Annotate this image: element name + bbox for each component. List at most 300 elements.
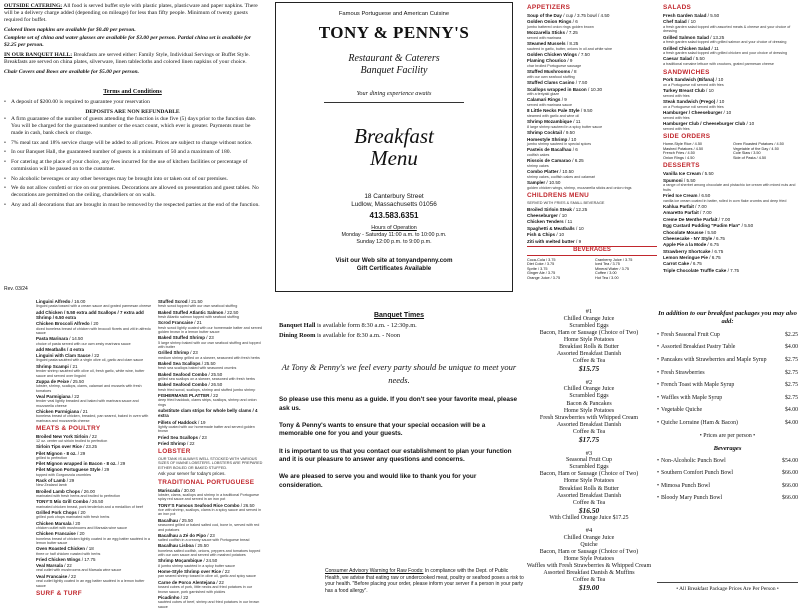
addition-item-price: $2.25 xyxy=(784,331,798,338)
menu-item-description: served with marinara xyxy=(527,35,562,40)
menu-item-name: Chicken Broccoli Alfredo xyxy=(36,321,90,327)
menu-item xyxy=(36,379,154,393)
menu-item-price: / 10 xyxy=(722,110,732,116)
title-line-breakfast: Breakfast xyxy=(354,124,434,148)
beverage-item: Iced Tea / 3.75 xyxy=(595,262,620,267)
menu-item-description: grilled pork chops marinated with fresh herbs xyxy=(36,515,110,520)
additions-heading: In addition to our breakfast packages you may also add: xyxy=(658,310,797,325)
package-price: $16.50 xyxy=(578,505,600,515)
menu-item-description: 12 oz. center cut sirloin broiled to perfection xyxy=(36,439,108,444)
consumer-advisory xyxy=(325,568,525,594)
menu-item-price: / 5.50 xyxy=(682,177,696,183)
menu-item-price: / 7.00 xyxy=(698,210,712,216)
menu-item-price: / 16.00 xyxy=(70,299,86,304)
package-item: Chilled Orange Juice xyxy=(563,534,615,541)
menu-item-price: / 21.50 xyxy=(187,299,203,304)
menu-item-description: served with fries xyxy=(663,93,690,98)
menu-item-name: Triple Chocolate Truffle Cake xyxy=(663,267,727,273)
dining-room-hours: is available for 8:30 a.m. - Noon xyxy=(317,332,401,339)
term-text: In our Banquet Hall, the guaranteed number of guests is a minimum of 50 and a maximum of 180. xyxy=(11,149,231,156)
package-item: Coffee & Tea xyxy=(572,358,606,365)
term-text: We do not allow confetti or rice on our premises. Decorations are allowed on presentation and guest tables. No decorations are permitted on the ceiling, chandeliers or on walls. xyxy=(11,185,259,199)
dining-room-label: Dining Room xyxy=(279,332,316,339)
menu-item-name: Hamburger Club / Cheeseburger Club xyxy=(663,120,746,126)
menu-item xyxy=(36,321,154,335)
menu-item-price: / 9 xyxy=(566,58,573,64)
menu-item xyxy=(158,361,263,371)
addition-item-label: • Quiche Lorraine (Ham & Bacon) xyxy=(657,420,738,426)
punch-bowl-item-label: • Southern Comfort Punch Bowl xyxy=(657,470,733,476)
breakfast-package xyxy=(523,527,655,593)
menu-item-description: a fresh garden salad topped with assorted meats & cheese and your choice of dressing xyxy=(663,24,791,34)
breakfast-package xyxy=(523,379,655,445)
menu-item-name: Sirloin Tips over Rice xyxy=(36,444,82,450)
menu-item-name: Homestyle Shrimp xyxy=(527,136,568,142)
menu-item-description: 8 large shrimp sauteed in a spicy butter sauce xyxy=(527,124,603,129)
menu-item-description: grilled to perfection xyxy=(36,456,68,461)
menu-item xyxy=(158,350,263,360)
outside-catering xyxy=(4,3,261,24)
term-item xyxy=(4,185,261,199)
menu-item xyxy=(36,310,154,321)
menu-item-price: / 26.50 xyxy=(88,499,104,505)
package-item: Assorted Breakfast Danish xyxy=(556,492,622,499)
menu-item xyxy=(663,99,797,109)
term-item xyxy=(4,149,261,156)
package-number: #3 xyxy=(585,449,593,457)
menu-item xyxy=(36,557,154,562)
term-text: Any and all decorations that are brought in must be removed by the respected parties at the end of the function. xyxy=(11,201,260,208)
deposit-note: DEPOSITS ARE NON REFUNDABLE xyxy=(85,108,180,115)
package-number: #1 xyxy=(585,308,593,315)
menu-item-name: Chicken Tenders xyxy=(527,219,564,225)
menu-item xyxy=(527,80,657,86)
menu-item xyxy=(36,563,154,573)
menu-item-name: Picadinho xyxy=(158,594,180,600)
menu-item-price: / 22 xyxy=(209,392,219,398)
menu-item-price: / 10 xyxy=(715,99,725,105)
menu-item xyxy=(158,595,263,609)
gift-certificates-text: Gift Certificates Available xyxy=(356,265,432,273)
menu-item-name: Calamari Rings xyxy=(527,97,561,103)
menu-item-price: / 8 xyxy=(570,69,577,75)
menu-item-price: / 20 xyxy=(71,520,81,526)
menu-item-name: Fried Chicken Wings xyxy=(36,556,81,562)
entree-column-right xyxy=(158,299,263,610)
punch-bowl-item-price: $66.00 xyxy=(782,470,798,477)
menu-item xyxy=(158,393,263,407)
addition-item-label: • Vegetable Quiche xyxy=(657,407,702,413)
package-item: Breakfast Rolls & Butter xyxy=(559,485,619,492)
menu-item-name: Grilled Pork Chops xyxy=(36,509,77,515)
menu-item xyxy=(663,236,797,242)
menu-item-name: Turkey Breast Club xyxy=(663,88,705,94)
package-item: Scrambled Eggs xyxy=(569,322,609,329)
term-item xyxy=(4,116,261,137)
menu-item-price: / 7.25 xyxy=(565,30,578,36)
menu-item-price: / 10 xyxy=(745,120,755,126)
menu-item-name: Sampler xyxy=(527,180,546,186)
term-item xyxy=(4,202,261,209)
menu-item-price: / 10 xyxy=(574,225,584,231)
menu-item xyxy=(36,510,154,520)
side-order-item: Cole Slaw / 3.50 xyxy=(733,151,761,156)
menu-item-name: Hamburger / Cheeseburger xyxy=(663,110,723,116)
menu-item xyxy=(663,210,797,216)
side-order-item: Side of Pasta / 4.50 xyxy=(733,155,767,160)
menu-item-description: served with marinara sauce xyxy=(527,103,573,108)
appetizers-title: APPETIZERS xyxy=(527,4,571,11)
menu-item-description: marinated chicken breast, pork tenderloin and a medallion of beef xyxy=(36,504,144,509)
menu-item xyxy=(36,353,154,363)
menu-item-price: / 9 xyxy=(574,238,582,244)
menu-item-name: Fish & Chips xyxy=(527,232,556,238)
menu-item-name: FISHERMANS PLATTER xyxy=(158,392,210,398)
menu-item-price: / 22 xyxy=(221,569,230,575)
beverage-item: Coca-Cola / 3.75 xyxy=(527,257,556,262)
menu-item-name: Filet Mignon wrapped in Bacon - 8 oz. xyxy=(36,461,117,467)
package-item: Home Style Potatoes xyxy=(563,556,615,563)
menu-item xyxy=(527,130,657,136)
menu-item-description: fresh fried scrod, scallops, shrimp and stuffed jumbo shrimp xyxy=(158,387,256,392)
menu-item-name: Shrimp Mozambique xyxy=(527,119,572,125)
menu-column-left xyxy=(527,2,657,281)
menu-item-description: diced boneless breast of chicken with broccoli florets and ziti in alfredo sauce xyxy=(36,326,151,336)
menu-item-price: / 7.75 xyxy=(726,267,740,273)
menu-item-price: / 25.50 xyxy=(200,361,216,366)
advisory-title: Consumer Advisory Warning for Raw Foods: xyxy=(325,568,424,574)
menu-item-name: Stuffed Mushrooms xyxy=(527,69,571,75)
menu-item-name: Chocolate Mousse xyxy=(663,229,704,235)
linen-china-note xyxy=(4,27,261,48)
menu-item-name: Scallops wrapped in Bacon xyxy=(527,86,587,92)
addition-item xyxy=(657,357,798,363)
desserts-list xyxy=(663,171,797,273)
bullet-icon: • xyxy=(4,149,6,156)
appetizers-list xyxy=(527,13,657,190)
menu-item xyxy=(663,204,797,210)
menu-item-description: char broiled Portuguese sausage xyxy=(527,63,582,68)
website-text: Visit our Web site at tonyandpenny.com xyxy=(335,257,453,265)
punch-bowl-list xyxy=(657,458,798,502)
menu-item xyxy=(663,255,797,261)
meats-poultry-title: MEATS & POULTRY xyxy=(36,425,101,433)
menu-item-description: linguini pasta sautéed with a virgin olive oil, garlic and clam sauce xyxy=(36,358,144,363)
breakfast-package xyxy=(523,308,655,374)
menu-item-name: TONY'S Mix Grill Combo xyxy=(36,499,89,505)
menu-item xyxy=(158,580,263,594)
cover-panel xyxy=(265,0,523,296)
menu-item-name: Mozzarella Sticks xyxy=(527,30,566,36)
menu-item-name: Broiled Sirloin Steak xyxy=(527,206,572,212)
side-order-item: French Fries / 4.50 xyxy=(663,151,695,156)
menu-item-name: Creme De Menthe Parfait xyxy=(663,216,718,222)
menu-item-price: / 6 xyxy=(571,147,578,153)
menu-item-description: fresh Atlantic salmon topped with seafood stuffing xyxy=(158,315,239,320)
package-number: #4 xyxy=(585,527,593,535)
side-order-item: Mashed Potatoes / 4.50 xyxy=(663,146,704,151)
menu-item xyxy=(663,171,797,177)
punch-bowl-item-label: • Non-Alcoholic Punch Bowl xyxy=(657,458,726,464)
menu-item-name: Strawberry Shortcake xyxy=(663,248,711,254)
menu-item xyxy=(663,268,797,274)
banquet-hall-text: Breakfasts are served either: Family Style, Individual Servings or Buffet Style. Breakfasts are served on china plates, silverware, linen tablecloths and colored linen napkins of your choice. xyxy=(4,51,250,66)
menu-item-price: / 5.50 xyxy=(740,223,754,229)
menu-item-price: / 8.25 xyxy=(565,41,579,47)
menu-item-price: / 18 xyxy=(85,546,94,552)
package-number: #2 xyxy=(585,378,593,386)
menu-item-name: Fried Shrimp xyxy=(158,440,186,446)
side-order-item: Oven Roasted Potatoes / 4.50 xyxy=(733,141,784,146)
menu-panel-bottom xyxy=(0,298,265,609)
menu-item-description: topped with Gorgonzola crumbles xyxy=(36,472,91,477)
menu-item xyxy=(663,110,797,120)
menu-item xyxy=(36,299,154,309)
menu-item-description: served with fries xyxy=(663,126,690,131)
menu-item-price: / 22 xyxy=(88,433,97,439)
menu-item-name: Steamed Mussels xyxy=(527,41,566,47)
menu-item xyxy=(527,69,657,79)
menu-item-description: a fresh garden salad topped with grilled chicken and your choice of dressing xyxy=(663,51,788,56)
menu-item-description: 5 large shrimp baked with our own seafood stuffing and topped with butter xyxy=(158,340,261,350)
menu-item-name: Fillets of Haddock xyxy=(158,419,197,425)
menu-item xyxy=(36,478,154,488)
menu-item xyxy=(36,434,154,444)
menu-item xyxy=(527,58,657,68)
menu-item-description: 8 jumbo shrimp sautéed in a spicy butter sauce xyxy=(158,563,236,568)
childrens-menu-note: SERVED WITH FRIES & SMALL BEVERAGE xyxy=(527,201,605,206)
menu-item-description: boneless salted codfish, onions, peppers and tomatoes topped with our own sauce and served with mashed potatoes xyxy=(158,548,261,558)
beverages-title: BEVERAGES xyxy=(527,246,657,255)
menu-item-name: substitute clam strips for whole belly clams / 4 extra xyxy=(158,407,258,419)
menu-item-description: shrimp cakes xyxy=(527,163,549,168)
menu-item-price: / 11 xyxy=(710,45,719,51)
menu-item-description: lightly coated with our homemade batter and served golden brown xyxy=(158,424,255,434)
punch-bowl-item xyxy=(657,495,798,501)
menu-item-description: sautéed cubes of beef, shrimp and fried potatoes in our brown sauce xyxy=(158,600,260,609)
bullet-icon: • xyxy=(4,116,6,123)
entree-column-left xyxy=(36,299,154,599)
address-street: 18 Canterbury Street xyxy=(364,193,424,201)
addition-item-label: • Pancakes with Strawberries and Maple Syrup xyxy=(657,357,766,363)
menu-item-description: deep fried haddock, clams strips, scallops, shrimp and onion rings xyxy=(158,398,257,407)
menu-panel-top xyxy=(523,0,800,296)
menu-item xyxy=(36,521,154,531)
menu-item-name: TONY'S Famous Seafood Rice Combo xyxy=(158,502,240,508)
menu-item-price: / 6.25 xyxy=(570,158,584,164)
menu-item-price: / 22 xyxy=(215,579,224,585)
menu-item-description: steamed with garlic and wine oil xyxy=(527,113,580,118)
menu-item-description: veal cutlet lightly coated in an egg batter sautéed in a lemon butter sauce xyxy=(36,579,145,588)
menu-item-name: Veal Parmigiana xyxy=(36,393,71,399)
address-city: Ludlow, Massachusetts 01056 xyxy=(351,201,437,209)
package-item: Bacon & Pancakes xyxy=(566,400,612,407)
term-text: 7% meal tax and 18% service charge will be added to all prices. Prices are subject to change without notice. xyxy=(11,139,253,146)
menu-item-price: / 29 xyxy=(116,461,126,467)
menu-item-price: / 10 xyxy=(686,19,696,25)
menu-item-name: Carne de Porco Alentejana xyxy=(158,579,216,585)
menu-item xyxy=(158,420,263,434)
menu-item xyxy=(527,108,657,118)
outside-catering-text: All food is served buffet style with plastic plates, plasticware and paper napkins. There will be a delivery charge added (depending on mileage) for less than fifty people. Minimum of twenty guests required for buffet. xyxy=(4,3,258,24)
menu-item-name: Chicken Marsala xyxy=(36,520,72,526)
menu-item-price: / 25.50 xyxy=(207,371,223,377)
menu-item-name: Linguini with Clam Sauce xyxy=(36,353,91,359)
menu-item-name: Kahlua Parfait xyxy=(663,203,694,209)
menu-item xyxy=(158,435,263,440)
package-price: $19.00 xyxy=(578,583,600,593)
menu-item-description: lobster, clams, scallops and shrimp in a traditional Portuguese spicy red sauce and served in an iron pot xyxy=(158,492,260,502)
prices-per-person-note: • Prices are per person • xyxy=(699,432,756,439)
menu-item-price: / 22 xyxy=(185,440,195,446)
additions-list xyxy=(657,332,798,426)
menu-item-price: / 9.50 xyxy=(579,108,593,114)
menu-item xyxy=(158,320,263,334)
menu-item-description: a traditional romaine lettuce with croutons, grated parmesan cheese xyxy=(663,62,774,67)
menu-item-name: Flaming Chourico xyxy=(527,58,567,64)
menu-item xyxy=(527,19,657,29)
menu-item-name: Scrod Francaise xyxy=(158,320,194,326)
menu-item-description: with our own seafood stuffing xyxy=(527,74,575,79)
addition-item xyxy=(657,420,798,426)
menu-item-price: / 6.75 xyxy=(706,242,719,248)
side-orders-title: SIDE ORDERS xyxy=(663,133,711,141)
menu-item-price: / 5.50 xyxy=(706,12,720,18)
package-item: Home Style Potatoes xyxy=(563,478,615,485)
menu-item xyxy=(663,178,797,193)
menu-item-price: / 10 xyxy=(557,213,567,219)
bullet-icon: • xyxy=(4,159,6,165)
menu-item xyxy=(663,77,797,87)
menu-item-price: / 10 xyxy=(714,77,724,83)
menu-item-price: / 22.50 xyxy=(223,309,239,315)
menu-item-price: / 25.50 xyxy=(69,378,85,384)
salads-title: SALADS xyxy=(663,4,692,11)
menu-item-name: Fried Sea Scallops xyxy=(158,434,199,440)
beverages-grid xyxy=(527,258,657,281)
menu-item xyxy=(527,180,657,190)
menu-item-description: fresh scrod lightly coated with our homemade batter and served golden brown in a lemon butter sauce xyxy=(158,325,262,335)
menu-item xyxy=(527,158,657,168)
menu-item xyxy=(36,489,154,499)
punch-bowl-item-price: $66.00 xyxy=(782,482,798,489)
punch-bowl-item-price: $54.00 xyxy=(782,457,798,464)
menu-item-name: 8 Little Necks Pale Style xyxy=(527,108,580,114)
traditional-portuguese-title: TRADITIONAL PORTUGUESE xyxy=(158,478,255,486)
menu-item-name: Shrimp Cocktail xyxy=(527,130,562,136)
menu-item xyxy=(158,310,263,320)
menu-item-name: Bacalhau xyxy=(158,517,179,523)
menu-item xyxy=(36,444,154,449)
thank-you-paragraph: We are pleased to serve you and would like to thank you for your consideration. xyxy=(279,473,477,489)
bullet-icon: • xyxy=(4,175,6,182)
all-prices-per-person-note: • All Breakfast Package Prices Are Per Person • xyxy=(657,582,798,592)
menu-item-price: / 19 xyxy=(196,419,206,425)
breakfast-packages xyxy=(523,308,655,598)
surf-turf-title: SURF & TURF xyxy=(36,589,82,597)
menu-item-price: / 21 xyxy=(193,320,202,326)
menu-item-description: pan seared shrimp tossed in olive oil, garlic and spicy sauce xyxy=(158,574,256,579)
menu-item-description: medium shrimp grilled on a skewer, seasoned with fresh herbs xyxy=(158,355,260,360)
menu-item-name: Bacalhau a Zé do Pipo xyxy=(158,532,207,538)
menu-item-name: Stuffed Clams Casino xyxy=(527,80,575,86)
menu-item xyxy=(663,261,797,267)
menu-item-name: Chicken Parmigiana xyxy=(36,408,80,414)
menu-item-description: rice with shrimp, scallops, clams in a spicy sauce and served in an iron pot xyxy=(158,508,262,517)
package-item: Scrambled Eggs xyxy=(569,464,609,471)
menu-item xyxy=(663,223,797,229)
menu-item xyxy=(36,574,154,588)
cover-frame xyxy=(275,2,513,292)
menu-item-name: Broiled New York Sirloin xyxy=(36,433,89,439)
menu-item xyxy=(158,569,263,579)
addition-item xyxy=(657,395,798,401)
menu-item-price: / 7.50 xyxy=(576,51,590,57)
menu-item-name: Ziti with melted butter xyxy=(527,238,575,244)
addition-item-price: $2.75 xyxy=(784,369,798,376)
beverage-item: Hot Tea / 3.00 xyxy=(595,276,619,281)
menu-item-description: boneless breast of chicken lightly coated in an egg batter sautéed in a lemon butter sauce xyxy=(36,536,150,546)
package-item: Bacon, Ham or Sausage (Choice of Two) xyxy=(539,549,639,556)
lobster-note: OUR TANK IS ALWAYS WELL STOCKED WITH VARIOUS SIZES OF MAINE LOBSTERS. LOBSTERS ARE PREPARED EITHER BOILED OR BAKED STUFFED. xyxy=(158,456,263,470)
menu-item xyxy=(527,219,657,225)
menu-item-name: Baked Sea Scallops xyxy=(158,361,201,366)
outside-catering-heading: OUTSIDE CATERING: xyxy=(4,3,63,9)
menu-item xyxy=(527,226,657,232)
addition-item xyxy=(657,370,798,376)
menu-item-price: / 23 xyxy=(206,532,215,538)
menu-item xyxy=(663,19,797,34)
package-price: $17.75 xyxy=(578,434,600,444)
menu-item xyxy=(527,13,657,19)
packages-panel xyxy=(523,298,800,600)
menu-item-name: Egg Custard Pudding "Pudim Flan" xyxy=(663,223,741,229)
menu-item-description: tender shrimp sautéed with olive oil, fresh garlic, white wine, butter sauce and served over linguini xyxy=(36,369,145,378)
menu-item-price: / 10.50 xyxy=(558,169,574,175)
menu-item-name: Chicken Francaise xyxy=(36,531,76,537)
addition-item-label: • Waffles with Maple Syrup xyxy=(657,395,722,401)
desserts-title: DESSERTS xyxy=(663,162,700,170)
menu-item-description: with a teriyaki glaze xyxy=(527,92,560,97)
menu-item-name: Bacalhau Lisboa xyxy=(158,543,194,549)
banquet-hall-heading: IN OUR BANQUET HALL: xyxy=(4,51,73,58)
menu-item-price: / 30.00 xyxy=(180,487,196,493)
beverage-item: Orange Juice / 3.75 xyxy=(527,276,561,281)
menu-item-price: / 20 xyxy=(89,321,99,327)
beverage-item: Sprite / 3.75 xyxy=(527,266,548,271)
menu-item-name: Golden Onion Rings xyxy=(527,19,572,25)
menu-item-name: Fried Ice Cream xyxy=(663,193,698,199)
menu-item-price: / 7.00 xyxy=(717,216,731,222)
package-item: Coffee & Tea xyxy=(572,499,606,506)
menu-item-name: Grilled Salmon Salad xyxy=(663,34,709,40)
menu-item-description: grilled sea scallops on a skewer, seasoned with fresh herbs xyxy=(158,377,255,382)
salads-list xyxy=(663,13,797,67)
menu-item-name: Chef Salad xyxy=(663,19,687,25)
menu-item-name: add Chicken / 5.50 extra add Scallops / 7 extra add Shrimp / 6.50 extra xyxy=(36,309,144,321)
banquet-times-title: Banquet Times xyxy=(373,312,425,319)
menu-item xyxy=(663,217,797,223)
menu-item xyxy=(158,558,263,568)
menu-item-name: Fresh Garden Salad xyxy=(663,12,707,18)
side-orders-grid xyxy=(663,142,797,161)
menu-item-name: Carrot Cake xyxy=(663,261,690,267)
punch-bowl-item-label: • Bloody Mary Punch Bowl xyxy=(657,495,722,501)
menu-item-price: / 7.50 xyxy=(574,80,588,86)
menu-item-description: New Zealand lamb xyxy=(36,483,67,488)
menu-item-description: tossed cubes of pork, little necks and fried potatoes in our brown sauce, pork garnished with pickles xyxy=(158,585,253,594)
menu-item-description: marinated with fresh herbs and broiled to perfection xyxy=(36,494,121,499)
